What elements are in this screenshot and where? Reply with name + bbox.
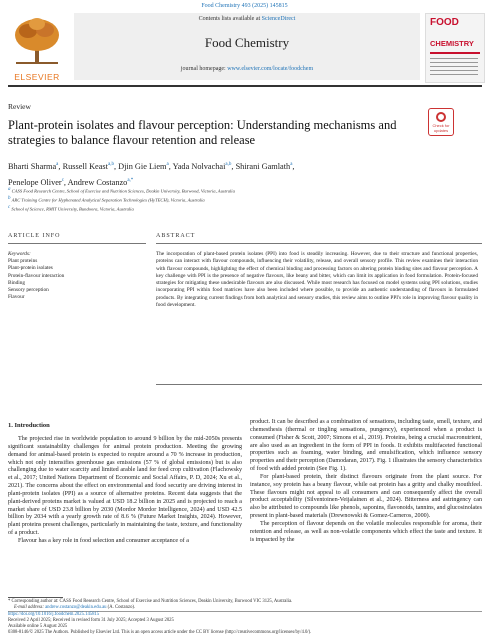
refresh-icon — [436, 112, 446, 122]
abstract-end-rule — [156, 384, 482, 385]
keyword: Sensory perception — [8, 287, 49, 294]
tree-logo-icon — [8, 15, 66, 67]
keyword: Flavour — [8, 294, 25, 301]
keywords-block — [8, 251, 64, 301]
cover-line — [430, 70, 478, 71]
info-rule — [8, 243, 146, 244]
author-sup[interactable]: a — [56, 162, 59, 167]
affiliation-sup: b — [8, 196, 11, 201]
cover-line — [430, 66, 478, 67]
abstract-heading: ABSTRACT — [156, 233, 196, 239]
paragraph: The perception of flavour depends on the volatile molecules responsible for aroma, their retention and release, as well as non-volatile components which effect the taste and texture. It is impacted by the — [250, 520, 482, 543]
article-info-heading: ARTICLE INFO — [8, 233, 61, 239]
author-name[interactable]: Yada Nolvachai — [172, 161, 226, 171]
author-sup[interactable]: a — [166, 162, 169, 167]
paragraph: The projected rise in worldwide population to around 9 billion by the mid-2050s presents significant sustainability challenges for animal protein production. Meeting the growing demand for animal-based protein is expected to require around a 70 % increase in production, which not only intensifies greenhouse gas emissions (57 % of global emissions) but is also challenging due to water scarcity and limited arable land for feed crop cultivation (Flachowsky et al., 2017; United Nations Department of Economic and Social Affairs, P. D, 2024; Xu et al., 2021). The concerns about the effect on environmental and food security are driving interest in plant-protein isolates (PPI) as a source of alternative proteins. Recent data suggests that the plant-derived proteins market is valued at USD 18.2 billion in 2025 and is projected to reach a market share of USD 23.8 billion by 2030 (Mordor Mordor Intelligence, 2024) and USD 42.5 billion by 2034 with a yearly growth rate of 8.6 % (Future Market Insights, 2024). However, plant proteins present challenges, particularly in maintaining the taste, texture, and functionality of a product. — [8, 436, 242, 537]
affiliation-text: ARC Training Centre for Hyphenated Analytical Separation Technologies (HyTECH), Victoria, Australia — [11, 197, 205, 203]
article-title: Plant-protein isolates and flavour perception: Understanding mechanisms and strategies to balance flavour retention and release — [8, 118, 397, 147]
keyword: Protein-flavour interaction — [8, 272, 65, 279]
publisher-name: ELSEVIER — [14, 72, 60, 82]
header-divider — [8, 85, 482, 87]
author-name[interactable]: Andrew Costanzo — [67, 177, 128, 187]
check-for-updates-label: Check for updates — [432, 123, 450, 133]
homepage-line — [74, 66, 420, 72]
contents-prefix: Contents lists available at — [198, 16, 262, 22]
license-line: 0308-8146/© 2025 The Authors. Published by Elsevier Ltd. This is an open access article under the CC BY license (http://creativecommons.org/licenses/by/4.0/). — [8, 630, 312, 635]
author-name[interactable]: Shirani Gamlath — [235, 161, 291, 171]
check-for-updates-button[interactable] — [428, 108, 454, 136]
author-name[interactable]: Russell Keast — [62, 161, 108, 171]
paragraph: For plant-based protein, their distinct flavours originate from the plant source. For instance, soy protein has a beany flavour, while oat protein has a gritty and chalky mouthfeel. These flavours might not appeal to all consumers and can consequently affect the overall product acceptability (Silventoinen-Veijalainen et al., 2024). Bitterness and astringency can also be attributed to compounds like phenols, saponins, flavonoids, tannins, and glucosinolates present in plant-based materials (Drewnowski & Gomez-Carneros, 2000). — [250, 473, 482, 520]
cover-line — [430, 62, 478, 63]
email-link[interactable]: andrew.costanzo@deakin.edu.au — [45, 605, 107, 610]
affiliation-text: CASS Food Research Centre, School of Exercise and Nutrition Sciences, Deakin University, Burwood, Victoria, Australia — [11, 188, 235, 194]
keyword: Plant proteins — [8, 258, 38, 265]
keywords-label: Keywords: — [8, 251, 31, 257]
footnote-rule — [8, 597, 63, 598]
elsevier-logo[interactable] — [8, 15, 66, 82]
author-name[interactable]: Djin Gie Liem — [118, 161, 167, 171]
journal-name: Food Chemistry — [204, 35, 290, 50]
journal-reference[interactable]: Food Chemistry 493 (2025) 145815 — [201, 3, 288, 9]
affiliation — [8, 205, 134, 212]
cover-line — [430, 58, 478, 59]
keyword: Binding — [8, 279, 26, 286]
received-dates: Received 2 April 2025; Received in revised form 31 July 2025; Accepted 3 August 2025 — [8, 618, 174, 623]
right-column — [250, 419, 482, 545]
affiliation-text: School of Science, RMIT University, Bundoora, Victoria, Australia — [11, 206, 134, 212]
cover-rule — [430, 52, 480, 54]
homepage-prefix: journal homepage: — [180, 66, 228, 72]
sciencedirect-link[interactable]: ScienceDirect — [261, 16, 296, 22]
affiliation-sup: a — [8, 187, 11, 192]
contents-line — [74, 16, 420, 22]
cover-title-food: FOOD — [430, 17, 459, 28]
available-online: Available online 5 August 2025 — [8, 624, 68, 629]
paragraph: product. It can be described as a combination of sensations, including taste, smell, texture, and chemesthesis (thermal or tingling sensations, pungency), experienced when a product is consumed (Fisher & Scott, 2007; Simons et al., 2019). Proteins, being a crucial macronutrient, are also used as an ingredient in the form of PPI in foods. It exhibits multifaceted functional properties such as foaming, water binding, and emulsification, which influence sensory properties and their perception (Damodaran, 2017). Fig. 1 illustrates the sensory characteristics of food with added protein (See Fig. 1). — [250, 419, 482, 473]
affiliation-sup: c — [8, 205, 11, 210]
author-sup[interactable]: a,b — [225, 162, 232, 167]
cover-title-chemistry: CHEMISTRY — [430, 39, 474, 48]
email-prefix: E-mail address: — [14, 605, 46, 610]
author-sup[interactable]: a,b — [107, 162, 114, 167]
left-column — [8, 436, 242, 546]
corresponding-author-note: * Corresponding author at: CASS Food Research Centre, School of Exercise and Nutrition Sciences, Deakin University, Burwood VIC 3125, Australia. — [8, 599, 293, 604]
author-sup[interactable]: a — [290, 162, 293, 167]
author-sup[interactable]: c — [61, 177, 64, 183]
affiliation — [8, 187, 235, 194]
cover-line — [430, 74, 478, 75]
author-sup[interactable]: a,* — [127, 177, 134, 183]
article-type: Review — [8, 102, 31, 111]
author-name[interactable]: Bharti Sharma — [8, 161, 57, 171]
author-name[interactable]: Penelope Oliver — [8, 177, 62, 187]
homepage-link[interactable]: www.elsevier.com/locate/foodchem — [227, 66, 314, 72]
doi-text[interactable]: https://doi.org/10.1016/j.foodchem.2025.145815 — [8, 612, 100, 617]
keyword: Plant-protein isolates — [8, 265, 53, 272]
section-heading-introduction: 1. Introduction — [8, 422, 50, 429]
author-list: Bharti Sharma$^a$, Russell Keast$^{a,b}$, Djin Gie Liem$^a$, Yada Nolvachai$^{a,b}$, Shirani Gamlath$^a$, Penelope Oliver$^c$, Andrew Costanzo$^{a,*}$ — [8, 161, 295, 187]
email-suffix: (A. Costanzo). — [106, 605, 136, 610]
paragraph: Flavour has a key role in food selection and consumer acceptance of a — [18, 537, 189, 544]
abstract-text: The incorporation of plant-based protein isolates (PPI) into food is steadily increasing. However, due to their structure and functional properties, proteins can interact with flavour compounds, influencing their volatility, release, and overall sensory profile. This review examines their interaction with flavour compounds, highlighting the effect of chemical binding and processing factors on altering protein binding sites and flavour perception. A key challenge with PPI is the presence of negative flavours, like beany and bitter, which can limit its application in food formulation. Protein-focused strategies for mitigating these undesirable flavours are also discussed. While most research has focused on model systems using PPI solutions, studies incorporating PPI within food matrices have also been included where possible, to provide an authentic understanding of flavours in formulated products. By integrating current findings from both analytical and sensory studies, this review aims to outline PPI's role in improving flavour quality in food development. — [156, 251, 478, 309]
affiliation — [8, 196, 205, 203]
abstract-rule — [156, 243, 482, 244]
journal-cover[interactable] — [425, 13, 485, 83]
